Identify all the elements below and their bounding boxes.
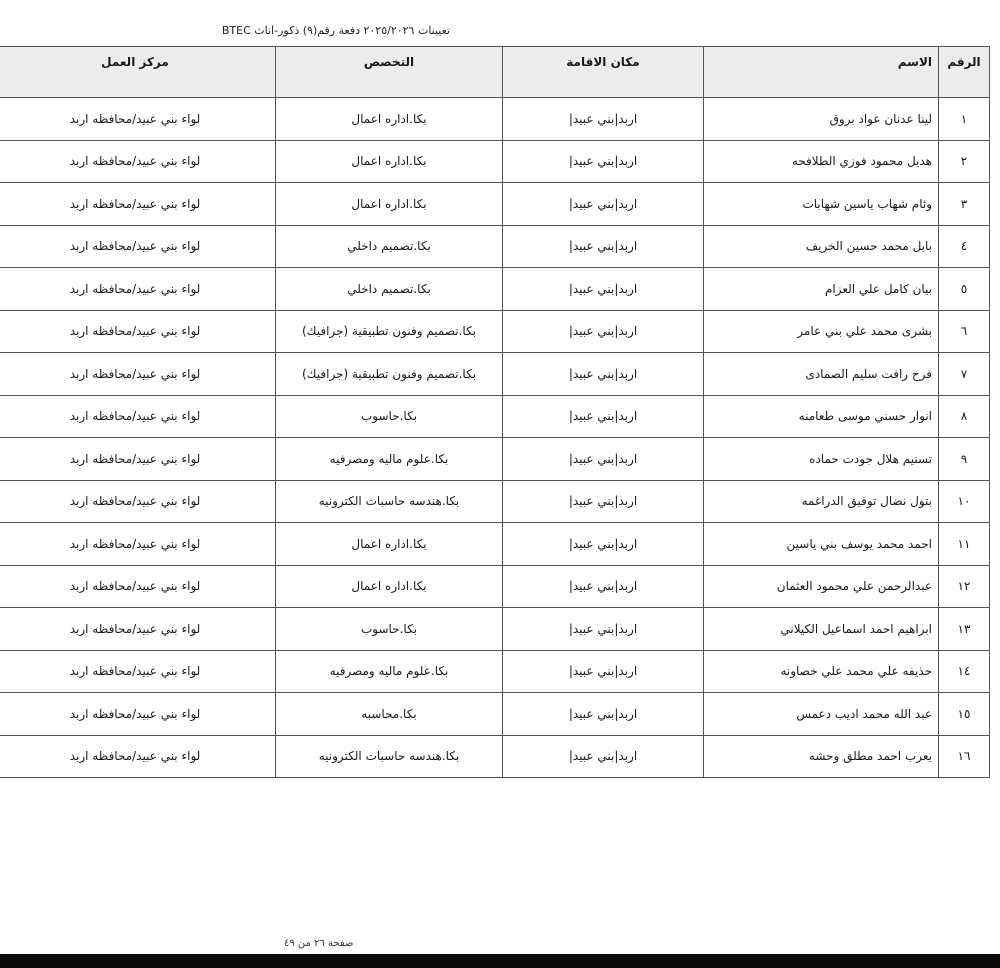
cell-residence: اربد|بني عبيد| xyxy=(503,565,704,608)
cell-name: هديل محمود فوزي الطلافحه xyxy=(704,140,939,183)
table-row xyxy=(0,523,990,566)
scan-bottom-edge xyxy=(0,954,1000,968)
cell-name: وئام شهاب ياسين شهابات xyxy=(704,183,939,226)
cell-specialty: بكا.علوم ماليه ومصرفيه xyxy=(276,650,503,693)
cell-residence: اربد|بني عبيد| xyxy=(503,735,704,778)
cell-num: ١٢ xyxy=(939,565,990,608)
header-workplace: مركز العمل xyxy=(0,47,276,98)
cell-name: عبدالرحمن علي محمود العثمان xyxy=(704,565,939,608)
table-body xyxy=(0,98,990,778)
cell-num: ٥ xyxy=(939,268,990,311)
cell-num: ١٥ xyxy=(939,693,990,736)
cell-residence: اربد|بني عبيد| xyxy=(503,693,704,736)
cell-name: ابراهيم احمد اسماعيل الكيلاني xyxy=(704,608,939,651)
cell-workplace: لواء بني عبيد/محافظه اربد xyxy=(0,523,276,566)
cell-num: ٩ xyxy=(939,438,990,481)
table-row xyxy=(0,310,990,353)
cell-name: انوار حسني موسى طعامنه xyxy=(704,395,939,438)
cell-num: ٦ xyxy=(939,310,990,353)
cell-residence: اربد|بني عبيد| xyxy=(503,310,704,353)
cell-residence: اربد|بني عبيد| xyxy=(503,140,704,183)
header-residence: مكان الاقامة xyxy=(503,47,704,98)
cell-num: ١٤ xyxy=(939,650,990,693)
cell-name: بشرى محمد علي بني عامر xyxy=(704,310,939,353)
table-row xyxy=(0,183,990,226)
cell-specialty: بكا.حاسوب xyxy=(276,395,503,438)
cell-workplace: لواء بني عبيد/محافظه اربد xyxy=(0,225,276,268)
cell-workplace: لواء بني عبيد/محافظه اربد xyxy=(0,353,276,396)
cell-workplace: لواء بني عبيد/محافظه اربد xyxy=(0,608,276,651)
cell-name: يعرب احمد مطلق وحشه xyxy=(704,735,939,778)
cell-residence: اربد|بني عبيد| xyxy=(503,395,704,438)
cell-residence: اربد|بني عبيد| xyxy=(503,438,704,481)
table-row xyxy=(0,395,990,438)
cell-name: بيان كامل علي العزام xyxy=(704,268,939,311)
header-name: الاسم xyxy=(704,47,939,98)
cell-specialty: بكا.علوم ماليه ومصرفيه xyxy=(276,438,503,481)
cell-specialty: بكا.تصميم داخلي xyxy=(276,225,503,268)
table-header-row xyxy=(0,47,990,98)
cell-name: فرح رافت سليم الصمادى xyxy=(704,353,939,396)
cell-name: احمد محمد يوسف بني ياسين xyxy=(704,523,939,566)
cell-residence: اربد|بني عبيد| xyxy=(503,268,704,311)
cell-residence: اربد|بني عبيد| xyxy=(503,480,704,523)
table-row xyxy=(0,565,990,608)
page-number-footer: صفحة ٢٦ من ٤٩ xyxy=(284,938,354,949)
cell-residence: اربد|بني عبيد| xyxy=(503,650,704,693)
cell-num: ٢ xyxy=(939,140,990,183)
cell-specialty: بكا.تصميم وفنون تطبيقية (جرافيك) xyxy=(276,310,503,353)
document-title: تعيينات ٢٠٢٥/٢٠٢٦ دفعة رقم(٩) ذكور-اناث BTEC xyxy=(221,24,450,37)
cell-workplace: لواء بني عبيد/محافظه اربد xyxy=(0,395,276,438)
table-row xyxy=(0,608,990,651)
cell-specialty: بكا.اداره اعمال xyxy=(276,523,503,566)
cell-specialty: بكا.حاسوب xyxy=(276,608,503,651)
cell-name: عبد الله محمد اديب دعمس xyxy=(704,693,939,736)
cell-workplace: لواء بني عبيد/محافظه اربد xyxy=(0,140,276,183)
cell-workplace: لواء بني عبيد/محافظه اربد xyxy=(0,650,276,693)
cell-num: ٧ xyxy=(939,353,990,396)
cell-num: ١١ xyxy=(939,523,990,566)
table-row xyxy=(0,98,990,141)
cell-residence: اربد|بني عبيد| xyxy=(503,98,704,141)
cell-workplace: لواء بني عبيد/محافظه اربد xyxy=(0,268,276,311)
cell-specialty: بكا.تصميم داخلي xyxy=(276,268,503,311)
cell-num: ٨ xyxy=(939,395,990,438)
cell-num: ١ xyxy=(939,98,990,141)
table-row xyxy=(0,480,990,523)
cell-workplace: لواء بني عبيد/محافظه اربد xyxy=(0,310,276,353)
cell-specialty: بكا.محاسبه xyxy=(276,693,503,736)
header-num: الرقم xyxy=(939,47,990,98)
table-header xyxy=(0,47,990,98)
table-row xyxy=(0,268,990,311)
table-row xyxy=(0,735,990,778)
cell-specialty: بكا.تصميم وفنون تطبيقية (جرافيك) xyxy=(276,353,503,396)
cell-workplace: لواء بني عبيد/محافظه اربد xyxy=(0,98,276,141)
cell-specialty: بكا.اداره اعمال xyxy=(276,183,503,226)
cell-specialty: بكا.هندسه حاسبات الكترونيه xyxy=(276,735,503,778)
cell-name: بتول نضال توفيق الدراغمه xyxy=(704,480,939,523)
cell-residence: اربد|بني عبيد| xyxy=(503,353,704,396)
appointments-table-wrapper xyxy=(0,46,981,778)
cell-num: ٣ xyxy=(939,183,990,226)
table-row xyxy=(0,140,990,183)
cell-workplace: لواء بني عبيد/محافظه اربد xyxy=(0,735,276,778)
cell-specialty: بكا.اداره اعمال xyxy=(276,140,503,183)
cell-residence: اربد|بني عبيد| xyxy=(503,183,704,226)
cell-workplace: لواء بني عبيد/محافظه اربد xyxy=(0,565,276,608)
cell-num: ١٣ xyxy=(939,608,990,651)
cell-workplace: لواء بني عبيد/محافظه اربد xyxy=(0,183,276,226)
cell-residence: اربد|بني عبيد| xyxy=(503,608,704,651)
cell-workplace: لواء بني عبيد/محافظه اربد xyxy=(0,438,276,481)
cell-workplace: لواء بني عبيد/محافظه اربد xyxy=(0,693,276,736)
cell-name: لينا عدنان عواد بروق xyxy=(704,98,939,141)
cell-num: ٤ xyxy=(939,225,990,268)
cell-name: حذيفه علي محمد علي خصاونه xyxy=(704,650,939,693)
table-row xyxy=(0,225,990,268)
table-row xyxy=(0,650,990,693)
cell-name: بابل محمد حسين الخريف xyxy=(704,225,939,268)
cell-residence: اربد|بني عبيد| xyxy=(503,225,704,268)
table-row xyxy=(0,438,990,481)
cell-num: ١٦ xyxy=(939,735,990,778)
cell-name: تسنيم هلال جودت حماده xyxy=(704,438,939,481)
cell-specialty: بكا.هندسه حاسبات الكترونيه xyxy=(276,480,503,523)
cell-num: ١٠ xyxy=(939,480,990,523)
cell-specialty: بكا.اداره اعمال xyxy=(276,98,503,141)
cell-specialty: بكا.اداره اعمال xyxy=(276,565,503,608)
cell-residence: اربد|بني عبيد| xyxy=(503,523,704,566)
cell-workplace: لواء بني عبيد/محافظه اربد xyxy=(0,480,276,523)
header-specialty: التخصص xyxy=(276,47,503,98)
appointments-table xyxy=(0,46,990,778)
table-row xyxy=(0,353,990,396)
table-row xyxy=(0,693,990,736)
